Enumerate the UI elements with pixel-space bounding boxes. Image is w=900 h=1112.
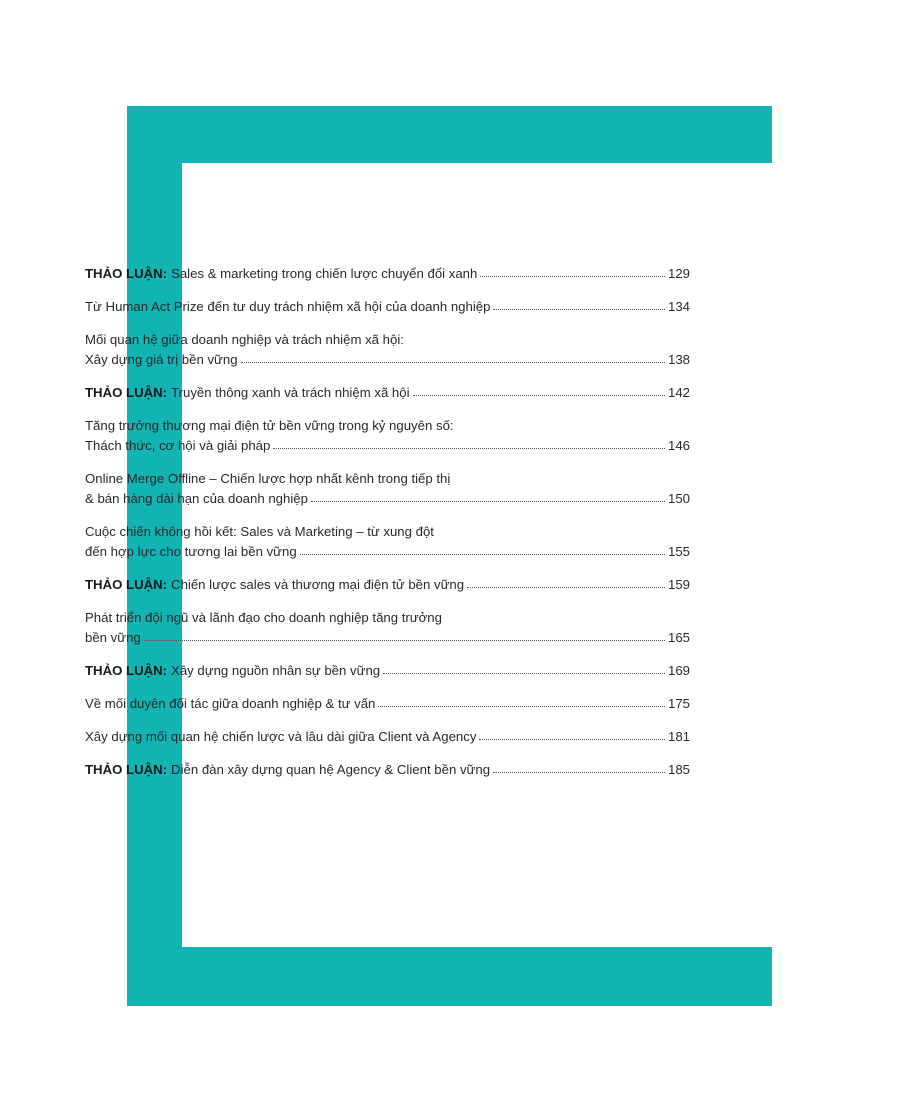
toc-line: [85, 383, 690, 403]
toc-entry-title: Từ Human Act Prize đến tư duy trách nhiệm xã hội của doanh nghiệp: [85, 299, 491, 314]
toc-line: [85, 330, 690, 350]
toc-line: [85, 436, 690, 456]
dot-leader: [413, 394, 665, 396]
dot-leader: [378, 705, 665, 707]
toc-page-number: 155: [667, 544, 690, 559]
toc-entry-title: Thách thức, cơ hội và giải pháp: [85, 438, 271, 453]
toc-line: [85, 628, 690, 648]
toc-page-number: 165: [667, 630, 690, 645]
toc-page-number: 181: [667, 729, 690, 744]
toc-entry-title: Tăng trưởng thương mại điện tử bền vững trong kỷ nguyên số:: [85, 418, 454, 433]
toc-page-number: 175: [667, 696, 690, 711]
toc-entry[interactable]: [85, 760, 690, 780]
toc-entry-label: THẢO LUẬN:: [85, 663, 168, 678]
toc-page-number: 159: [667, 577, 690, 592]
toc-page-number: 138: [667, 352, 690, 367]
dot-leader: [241, 361, 665, 363]
toc-line: [85, 661, 690, 681]
toc-entry[interactable]: [85, 297, 690, 317]
toc-entry-title: Cuộc chiến không hồi kết: Sales và Marketing – từ xung đột: [85, 524, 434, 539]
dot-leader: [493, 308, 665, 310]
toc-entry-label: THẢO LUẬN:: [85, 762, 168, 777]
toc-page-number: 150: [667, 491, 690, 506]
toc-line: [85, 350, 690, 370]
toc-entry-title: bền vững: [85, 630, 141, 645]
toc-entry[interactable]: [85, 575, 690, 595]
toc-entry-title: Phát triển đội ngũ và lãnh đạo cho doanh nghiệp tăng trưởng: [85, 610, 442, 625]
toc-line: [85, 760, 690, 780]
toc-entry-title: Xây dựng mối quan hệ chiến lược và lâu dài giữa Client và Agency: [85, 729, 477, 744]
toc-page-number: 142: [667, 385, 690, 400]
toc-entry[interactable]: [85, 264, 690, 284]
toc-entry[interactable]: [85, 469, 690, 509]
toc-line: [85, 264, 690, 284]
dot-leader: [300, 553, 665, 555]
toc-entry[interactable]: [85, 608, 690, 648]
dot-leader: [383, 672, 665, 674]
toc-line: [85, 575, 690, 595]
toc-entry[interactable]: [85, 694, 690, 714]
toc-line: [85, 608, 690, 628]
toc-entry-title: & bán hàng dài hạn của doanh nghiệp: [85, 491, 308, 506]
toc-line: [85, 727, 690, 747]
toc-entry-title: Xây dựng nguồn nhân sự bền vững: [171, 663, 381, 678]
toc-entry-label: THẢO LUẬN:: [85, 577, 168, 592]
dot-leader: [273, 447, 665, 449]
toc-line: [85, 469, 690, 489]
toc-entry[interactable]: [85, 416, 690, 456]
toc-entry-title: Chiến lược sales và thương mại điện tử bền vững: [171, 577, 465, 592]
dot-leader: [480, 275, 665, 277]
toc-page-number: 134: [667, 299, 690, 314]
toc-page-number: 185: [667, 762, 690, 777]
table-of-contents: [85, 264, 690, 793]
toc-page-number: 146: [667, 438, 690, 453]
toc-line: [85, 416, 690, 436]
toc-entry[interactable]: [85, 330, 690, 370]
toc-entry-title: Về mối duyên đối tác giữa doanh nghiệp & tư vấn: [85, 696, 376, 711]
toc-entry-label: THẢO LUẬN:: [85, 266, 168, 281]
toc-entry[interactable]: [85, 661, 690, 681]
toc-entry-title: Mối quan hệ giữa doanh nghiệp và trách nhiệm xã hội:: [85, 332, 404, 347]
toc-entry-label: THẢO LUẬN:: [85, 385, 168, 400]
toc-entry-title: Diễn đàn xây dựng quan hệ Agency & Client bền vững: [171, 762, 491, 777]
dot-leader: [479, 738, 665, 740]
toc-entry-title: đến hợp lực cho tương lai bền vững: [85, 544, 297, 559]
toc-line: [85, 522, 690, 542]
toc-entry[interactable]: [85, 522, 690, 562]
toc-page-number: 129: [667, 266, 690, 281]
toc-entry[interactable]: [85, 727, 690, 747]
toc-line: [85, 297, 690, 317]
toc-line: [85, 489, 690, 509]
toc-line: [85, 694, 690, 714]
toc-line: [85, 542, 690, 562]
toc-entry-title: Sales & marketing trong chiến lược chuyển đổi xanh: [171, 266, 478, 281]
toc-page-number: 169: [667, 663, 690, 678]
dot-leader: [467, 586, 665, 588]
dot-leader: [493, 771, 665, 773]
toc-entry[interactable]: [85, 383, 690, 403]
dot-leader: [311, 500, 665, 502]
toc-entry-title: Xây dựng giá trị bền vững: [85, 352, 238, 367]
toc-entry-title: Online Merge Offline – Chiến lược hợp nhất kênh trong tiếp thị: [85, 471, 451, 486]
toc-entry-title: Truyền thông xanh và trách nhiệm xã hội: [171, 385, 410, 400]
dot-leader: [144, 639, 665, 641]
